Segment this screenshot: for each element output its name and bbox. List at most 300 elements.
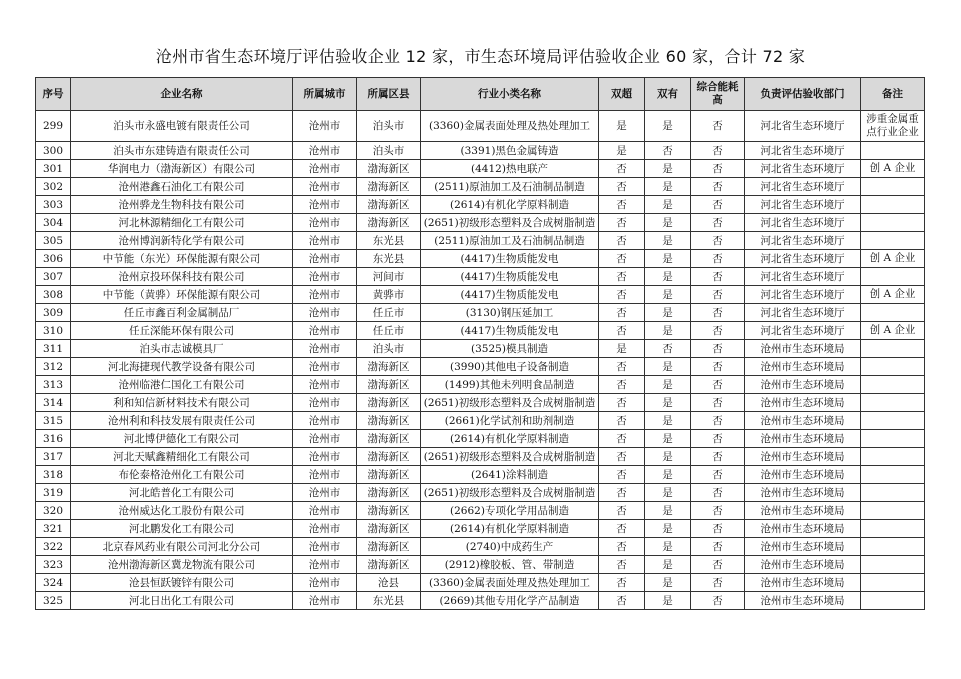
cell-department: 沧州市生态环境局 (745, 592, 861, 610)
cell-city: 沧州市 (293, 394, 357, 412)
cell-company-name: 河北皓普化工有限公司 (71, 484, 293, 502)
cell-department: 沧州市生态环境局 (745, 502, 861, 520)
cell-district: 渤海新区 (357, 538, 421, 556)
cell-industry: (3391)黑色金属铸造 (421, 142, 599, 160)
header-energy: 综合能耗高 (691, 78, 745, 111)
cell-energy: 否 (691, 196, 745, 214)
cell-company-name: 中节能（黄骅）环保能源有限公司 (71, 286, 293, 304)
cell-energy: 否 (691, 340, 745, 358)
cell-department: 沧州市生态环境局 (745, 466, 861, 484)
cell-remark (861, 556, 925, 574)
cell-industry: (3990)其他电子设备制造 (421, 358, 599, 376)
cell-industry: (4417)生物质能发电 (421, 268, 599, 286)
cell-double-exceed: 否 (599, 466, 645, 484)
header-district: 所属区县 (357, 78, 421, 111)
cell-company-name: 沧州临港仁国化工有限公司 (71, 376, 293, 394)
table-row (36, 111, 925, 142)
cell-city: 沧州市 (293, 520, 357, 538)
cell-city: 沧州市 (293, 178, 357, 196)
cell-double-have: 是 (645, 538, 691, 556)
cell-company-name: 沧州威达化工股份有限公司 (71, 502, 293, 520)
header-company-name: 企业名称 (71, 78, 293, 111)
cell-city: 沧州市 (293, 592, 357, 610)
table-row (36, 160, 925, 178)
cell-energy: 否 (691, 502, 745, 520)
cell-double-have: 是 (645, 466, 691, 484)
cell-remark (861, 484, 925, 502)
cell-remark (861, 304, 925, 322)
cell-double-exceed: 否 (599, 484, 645, 502)
table-row (36, 286, 925, 304)
cell-district: 泊头市 (357, 142, 421, 160)
cell-remark (861, 592, 925, 610)
cell-serial: 311 (36, 340, 71, 358)
cell-remark (861, 142, 925, 160)
cell-city: 沧州市 (293, 538, 357, 556)
cell-department: 河北省生态环境厅 (745, 111, 861, 142)
cell-industry: (2511)原油加工及石油制品制造 (421, 232, 599, 250)
cell-city: 沧州市 (293, 250, 357, 268)
cell-district: 黄骅市 (357, 286, 421, 304)
cell-serial: 323 (36, 556, 71, 574)
cell-remark (861, 358, 925, 376)
header-city: 所属城市 (293, 78, 357, 111)
table-row (36, 196, 925, 214)
cell-double-have: 是 (645, 358, 691, 376)
cell-remark (861, 376, 925, 394)
cell-company-name: 利和知信新材料技术有限公司 (71, 394, 293, 412)
cell-company-name: 泊头市永盛电镀有限责任公司 (71, 111, 293, 142)
cell-industry: (3360)金属表面处理及热处理加工 (421, 111, 599, 142)
cell-serial: 324 (36, 574, 71, 592)
cell-remark (861, 520, 925, 538)
cell-industry: (4417)生物质能发电 (421, 286, 599, 304)
cell-remark: 创 A 企业 (861, 160, 925, 178)
cell-serial: 321 (36, 520, 71, 538)
cell-remark (861, 178, 925, 196)
cell-double-exceed: 否 (599, 574, 645, 592)
cell-double-exceed: 否 (599, 520, 645, 538)
cell-energy: 否 (691, 358, 745, 376)
cell-city: 沧州市 (293, 304, 357, 322)
table-row (36, 412, 925, 430)
cell-industry: (2651)初级形态塑料及合成树脂制造 (421, 394, 599, 412)
cell-serial: 300 (36, 142, 71, 160)
cell-industry: (2912)橡胶板、管、带制造 (421, 556, 599, 574)
page-title: 沧州市省生态环境厅评估验收企业 12 家，市生态环境局评估验收企业 60 家，合计 72 家 (155, 47, 806, 66)
cell-district: 渤海新区 (357, 178, 421, 196)
cell-industry: (2662)专项化学用品制造 (421, 502, 599, 520)
cell-department: 沧州市生态环境局 (745, 520, 861, 538)
cell-double-have: 是 (645, 484, 691, 502)
header-double-exceed: 双超 (599, 78, 645, 111)
cell-double-exceed: 否 (599, 358, 645, 376)
cell-energy: 否 (691, 142, 745, 160)
cell-energy: 否 (691, 268, 745, 286)
cell-company-name: 布伦泰格沧州化工有限公司 (71, 466, 293, 484)
cell-city: 沧州市 (293, 574, 357, 592)
cell-company-name: 沧州利和科技发展有限责任公司 (71, 412, 293, 430)
cell-industry: (2511)原油加工及石油制品制造 (421, 178, 599, 196)
cell-department: 河北省生态环境厅 (745, 250, 861, 268)
cell-district: 渤海新区 (357, 160, 421, 178)
cell-double-have: 是 (645, 111, 691, 142)
cell-department: 沧州市生态环境局 (745, 358, 861, 376)
enterprise-table (35, 77, 925, 610)
cell-serial: 304 (36, 214, 71, 232)
cell-industry: (4412)热电联产 (421, 160, 599, 178)
cell-city: 沧州市 (293, 358, 357, 376)
cell-remark (861, 268, 925, 286)
table-row (36, 592, 925, 610)
cell-serial: 318 (36, 466, 71, 484)
cell-double-have: 是 (645, 304, 691, 322)
cell-district: 渤海新区 (357, 430, 421, 448)
cell-double-have: 是 (645, 232, 691, 250)
cell-energy: 否 (691, 111, 745, 142)
cell-double-have: 是 (645, 592, 691, 610)
cell-double-exceed: 否 (599, 214, 645, 232)
cell-double-exceed: 是 (599, 340, 645, 358)
cell-company-name: 河北天赋鑫精细化工有限公司 (71, 448, 293, 466)
cell-industry: (1499)其他未列明食品制造 (421, 376, 599, 394)
cell-district: 渤海新区 (357, 196, 421, 214)
cell-double-exceed: 否 (599, 322, 645, 340)
cell-energy: 否 (691, 322, 745, 340)
cell-double-have: 是 (645, 322, 691, 340)
table-row (36, 232, 925, 250)
cell-city: 沧州市 (293, 214, 357, 232)
cell-company-name: 泊头市志诚模具厂 (71, 340, 293, 358)
table-row (36, 394, 925, 412)
cell-industry: (2641)涂料制造 (421, 466, 599, 484)
cell-company-name: 沧州渤海新区冀龙物流有限公司 (71, 556, 293, 574)
cell-double-exceed: 否 (599, 232, 645, 250)
cell-energy: 否 (691, 556, 745, 574)
cell-department: 河北省生态环境厅 (745, 214, 861, 232)
cell-department: 河北省生态环境厅 (745, 196, 861, 214)
cell-company-name: 河北日出化工有限公司 (71, 592, 293, 610)
cell-district: 渤海新区 (357, 214, 421, 232)
cell-district: 渤海新区 (357, 466, 421, 484)
cell-industry: (3360)金属表面处理及热处理加工 (421, 574, 599, 592)
cell-double-have: 是 (645, 520, 691, 538)
cell-department: 沧州市生态环境局 (745, 394, 861, 412)
cell-remark (861, 340, 925, 358)
cell-district: 东光县 (357, 232, 421, 250)
cell-department: 河北省生态环境厅 (745, 322, 861, 340)
cell-industry: (2614)有机化学原料制造 (421, 196, 599, 214)
cell-remark (861, 448, 925, 466)
cell-city: 沧州市 (293, 322, 357, 340)
table-row (36, 304, 925, 322)
cell-company-name: 河北博伊德化工有限公司 (71, 430, 293, 448)
cell-district: 河间市 (357, 268, 421, 286)
table-row (36, 502, 925, 520)
cell-energy: 否 (691, 466, 745, 484)
cell-industry: (4417)生物质能发电 (421, 322, 599, 340)
cell-double-exceed: 否 (599, 394, 645, 412)
cell-serial: 316 (36, 430, 71, 448)
cell-energy: 否 (691, 538, 745, 556)
cell-remark (861, 574, 925, 592)
cell-district: 东光县 (357, 592, 421, 610)
table-header-row (36, 78, 925, 111)
cell-district: 沧县 (357, 574, 421, 592)
cell-energy: 否 (691, 250, 745, 268)
cell-company-name: 华润电力（渤海新区）有限公司 (71, 160, 293, 178)
cell-double-have: 是 (645, 268, 691, 286)
cell-company-name: 任丘市鑫百利金属制品厂 (71, 304, 293, 322)
cell-energy: 否 (691, 160, 745, 178)
cell-industry: (2669)其他专用化学产品制造 (421, 592, 599, 610)
cell-energy: 否 (691, 412, 745, 430)
cell-double-have: 是 (645, 250, 691, 268)
cell-district: 泊头市 (357, 340, 421, 358)
cell-city: 沧州市 (293, 111, 357, 142)
table-row (36, 178, 925, 196)
cell-company-name: 河北鹏发化工有限公司 (71, 520, 293, 538)
table-row (36, 538, 925, 556)
cell-double-exceed: 否 (599, 250, 645, 268)
cell-serial: 299 (36, 111, 71, 142)
cell-remark (861, 196, 925, 214)
cell-department: 沧州市生态环境局 (745, 574, 861, 592)
cell-department: 河北省生态环境厅 (745, 142, 861, 160)
table-row (36, 466, 925, 484)
header-industry: 行业小类名称 (421, 78, 599, 111)
cell-serial: 308 (36, 286, 71, 304)
cell-industry: (3130)钢压延加工 (421, 304, 599, 322)
cell-energy: 否 (691, 214, 745, 232)
cell-district: 渤海新区 (357, 412, 421, 430)
cell-industry: (3525)模具制造 (421, 340, 599, 358)
table-body (36, 111, 925, 610)
cell-double-exceed: 否 (599, 448, 645, 466)
table-row (36, 340, 925, 358)
cell-double-have: 是 (645, 574, 691, 592)
cell-city: 沧州市 (293, 232, 357, 250)
cell-energy: 否 (691, 178, 745, 196)
cell-double-have: 是 (645, 376, 691, 394)
cell-company-name: 河北海捷现代教学设备有限公司 (71, 358, 293, 376)
table-row (36, 358, 925, 376)
cell-serial: 310 (36, 322, 71, 340)
cell-serial: 322 (36, 538, 71, 556)
cell-industry: (2651)初级形态塑料及合成树脂制造 (421, 214, 599, 232)
cell-double-have: 是 (645, 196, 691, 214)
cell-department: 沧州市生态环境局 (745, 538, 861, 556)
cell-double-exceed: 否 (599, 304, 645, 322)
cell-company-name: 任丘深能环保有限公司 (71, 322, 293, 340)
header-serial: 序号 (36, 78, 71, 111)
cell-department: 河北省生态环境厅 (745, 178, 861, 196)
cell-department: 沧州市生态环境局 (745, 376, 861, 394)
cell-company-name: 泊头市东建铸造有限责任公司 (71, 142, 293, 160)
cell-district: 泊头市 (357, 111, 421, 142)
cell-industry: (2651)初级形态塑料及合成树脂制造 (421, 484, 599, 502)
cell-double-exceed: 否 (599, 196, 645, 214)
cell-company-name: 沧县恒跃镀锌有限公司 (71, 574, 293, 592)
cell-double-exceed: 否 (599, 178, 645, 196)
cell-double-exceed: 否 (599, 538, 645, 556)
cell-district: 渤海新区 (357, 556, 421, 574)
cell-city: 沧州市 (293, 430, 357, 448)
cell-serial: 309 (36, 304, 71, 322)
cell-remark (861, 430, 925, 448)
cell-department: 沧州市生态环境局 (745, 484, 861, 502)
cell-energy: 否 (691, 232, 745, 250)
cell-city: 沧州市 (293, 502, 357, 520)
table-row (36, 250, 925, 268)
cell-serial: 319 (36, 484, 71, 502)
cell-district: 任丘市 (357, 322, 421, 340)
cell-city: 沧州市 (293, 196, 357, 214)
cell-department: 河北省生态环境厅 (745, 232, 861, 250)
table-row (36, 376, 925, 394)
cell-energy: 否 (691, 430, 745, 448)
cell-department: 沧州市生态环境局 (745, 412, 861, 430)
cell-serial: 315 (36, 412, 71, 430)
cell-industry: (2614)有机化学原料制造 (421, 520, 599, 538)
cell-company-name: 中节能（东光）环保能源有限公司 (71, 250, 293, 268)
cell-remark (861, 214, 925, 232)
cell-department: 沧州市生态环境局 (745, 430, 861, 448)
cell-district: 渤海新区 (357, 520, 421, 538)
cell-energy: 否 (691, 286, 745, 304)
cell-double-exceed: 否 (599, 376, 645, 394)
table-row (36, 268, 925, 286)
cell-energy: 否 (691, 304, 745, 322)
cell-city: 沧州市 (293, 412, 357, 430)
cell-serial: 313 (36, 376, 71, 394)
cell-double-have: 否 (645, 142, 691, 160)
cell-energy: 否 (691, 448, 745, 466)
cell-serial: 305 (36, 232, 71, 250)
cell-serial: 314 (36, 394, 71, 412)
cell-energy: 否 (691, 484, 745, 502)
cell-city: 沧州市 (293, 340, 357, 358)
cell-district: 渤海新区 (357, 502, 421, 520)
cell-double-have: 是 (645, 286, 691, 304)
cell-city: 沧州市 (293, 268, 357, 286)
cell-remark (861, 538, 925, 556)
cell-serial: 325 (36, 592, 71, 610)
cell-district: 渤海新区 (357, 484, 421, 502)
cell-district: 渤海新区 (357, 358, 421, 376)
cell-department: 沧州市生态环境局 (745, 556, 861, 574)
table-row (36, 322, 925, 340)
cell-city: 沧州市 (293, 448, 357, 466)
cell-department: 河北省生态环境厅 (745, 304, 861, 322)
cell-double-have: 否 (645, 340, 691, 358)
cell-city: 沧州市 (293, 160, 357, 178)
cell-double-exceed: 是 (599, 111, 645, 142)
cell-double-have: 是 (645, 556, 691, 574)
cell-serial: 301 (36, 160, 71, 178)
cell-energy: 否 (691, 376, 745, 394)
cell-double-exceed: 是 (599, 142, 645, 160)
cell-remark (861, 412, 925, 430)
cell-company-name: 沧州博润新特化学有限公司 (71, 232, 293, 250)
cell-energy: 否 (691, 520, 745, 538)
cell-double-have: 是 (645, 412, 691, 430)
cell-industry: (2614)有机化学原料制造 (421, 430, 599, 448)
cell-double-have: 是 (645, 394, 691, 412)
cell-company-name: 北京春风药业有限公司河北分公司 (71, 538, 293, 556)
cell-serial: 303 (36, 196, 71, 214)
header-department: 负责评估验收部门 (745, 78, 861, 111)
cell-district: 渤海新区 (357, 376, 421, 394)
cell-remark: 创 A 企业 (861, 250, 925, 268)
cell-energy: 否 (691, 574, 745, 592)
cell-remark (861, 232, 925, 250)
cell-city: 沧州市 (293, 142, 357, 160)
cell-city: 沧州市 (293, 376, 357, 394)
cell-industry: (4417)生物质能发电 (421, 250, 599, 268)
cell-double-have: 是 (645, 178, 691, 196)
cell-serial: 317 (36, 448, 71, 466)
cell-double-have: 是 (645, 502, 691, 520)
cell-city: 沧州市 (293, 466, 357, 484)
cell-double-have: 是 (645, 160, 691, 178)
table-row (36, 214, 925, 232)
cell-department: 河北省生态环境厅 (745, 268, 861, 286)
table-row (36, 484, 925, 502)
cell-double-have: 是 (645, 448, 691, 466)
cell-remark (861, 502, 925, 520)
cell-remark: 涉重金属重点行业企业 (861, 111, 925, 142)
cell-department: 河北省生态环境厅 (745, 286, 861, 304)
cell-remark (861, 394, 925, 412)
cell-company-name: 沧州京投环保科技有限公司 (71, 268, 293, 286)
table-row (36, 556, 925, 574)
cell-double-exceed: 否 (599, 430, 645, 448)
cell-department: 沧州市生态环境局 (745, 340, 861, 358)
header-double-have: 双有 (645, 78, 691, 111)
cell-company-name: 河北林源精细化工有限公司 (71, 214, 293, 232)
cell-department: 河北省生态环境厅 (745, 160, 861, 178)
cell-department: 沧州市生态环境局 (745, 448, 861, 466)
cell-company-name: 沧州港鑫石油化工有限公司 (71, 178, 293, 196)
cell-serial: 306 (36, 250, 71, 268)
cell-district: 任丘市 (357, 304, 421, 322)
cell-remark: 创 A 企业 (861, 322, 925, 340)
cell-double-have: 是 (645, 214, 691, 232)
cell-energy: 否 (691, 592, 745, 610)
cell-district: 渤海新区 (357, 394, 421, 412)
cell-double-exceed: 否 (599, 160, 645, 178)
cell-serial: 312 (36, 358, 71, 376)
cell-city: 沧州市 (293, 286, 357, 304)
cell-energy: 否 (691, 394, 745, 412)
cell-double-exceed: 否 (599, 592, 645, 610)
cell-double-exceed: 否 (599, 268, 645, 286)
cell-industry: (2651)初级形态塑料及合成树脂制造 (421, 448, 599, 466)
cell-company-name: 沧州骅龙生物科技有限公司 (71, 196, 293, 214)
cell-double-exceed: 否 (599, 502, 645, 520)
cell-double-have: 是 (645, 430, 691, 448)
cell-district: 东光县 (357, 250, 421, 268)
table-row (36, 574, 925, 592)
cell-city: 沧州市 (293, 484, 357, 502)
cell-double-exceed: 否 (599, 286, 645, 304)
cell-serial: 307 (36, 268, 71, 286)
cell-remark: 创 A 企业 (861, 286, 925, 304)
cell-industry: (2740)中成药生产 (421, 538, 599, 556)
cell-serial: 320 (36, 502, 71, 520)
cell-double-exceed: 否 (599, 412, 645, 430)
